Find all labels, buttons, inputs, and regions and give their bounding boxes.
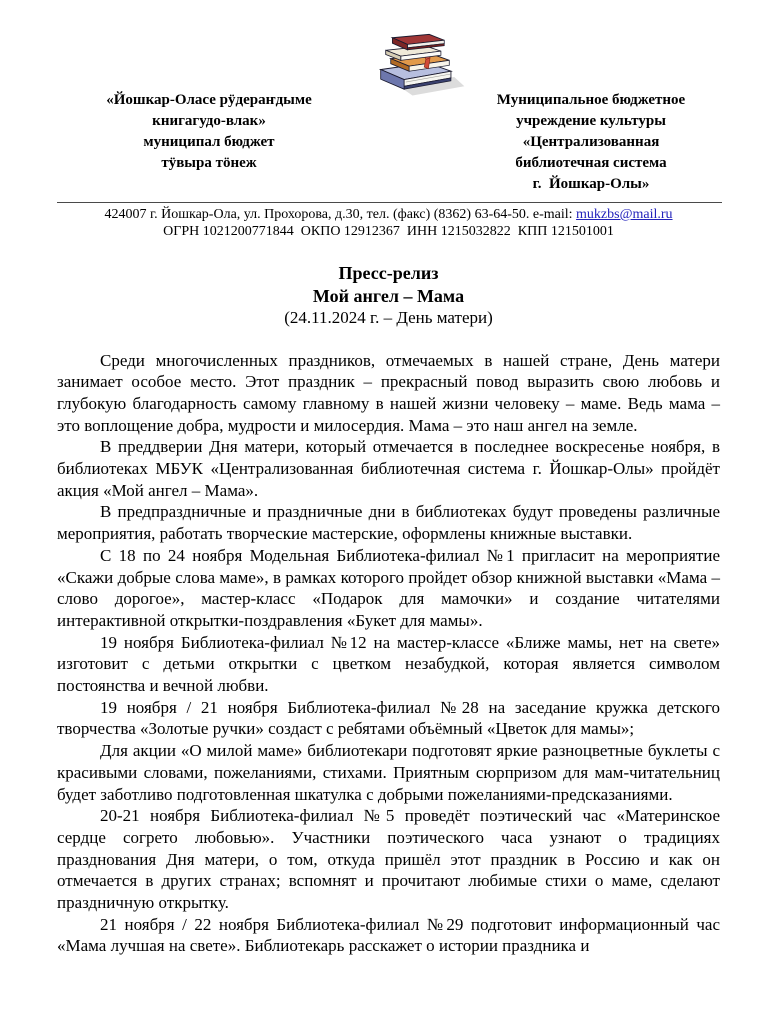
org-ru-line: библиотечная система: [515, 155, 667, 171]
paragraph: 21 ноября / 22 ноября Библиотека-филиал №29 подготовит информационный час «Мама лучшая на свете». Библиотекарь расскажет о истории праздника и: [57, 914, 720, 956]
paragraph: В преддверии Дня матери, который отмечается в последнее воскресенье ноября, в библиотеках МБУК «Централизованная библиотечная система г. Йошкар-Олы» пройдёт акция «Мой ангел – Мама».: [57, 437, 720, 500]
org-name-mari: [70, 90, 348, 195]
org-mari-line: тӱвыра тӧнеж: [161, 155, 257, 171]
org-ru-line: Муниципальное бюджетное: [496, 92, 686, 108]
document-body: [57, 350, 720, 958]
email-link[interactable]: mukzbs@mail.ru: [576, 207, 673, 222]
org-ru-line: г. Йошкар-Олы»: [532, 176, 650, 192]
paragraph: 19 ноября Библиотека-филиал №12 на мастер-классе «Ближе мамы, нет на свете» изготовит с детьми открытки с цветком незабудкой, которая является символом постоянства и вечной любви.: [57, 632, 720, 696]
paragraph: Среди многочисленных праздников, отмечаемых в нашей стране, День матери занимает особое место. Этот праздник – прекрасный повод выразить свою любовь и глубокую благодарность самому главному в нашей жизни человеку – маме. Ведь мама – это воплощение добра, мудрости и милосердия. Мама – это наш ангел на земле.: [57, 350, 720, 435]
document-subtitle: Мой ангел – Мама: [312, 285, 465, 306]
paragraph: 19 ноября / 21 ноября Библиотека-филиал №28 на заседание кружка детского творчества «Золотые ручки» создаст с ребятами объёмный «Цветок для мамы»;: [57, 697, 720, 739]
address-line: [0, 206, 777, 223]
org-ru-line: учреждение культуры: [516, 113, 666, 129]
document-date: (24.11.2024 г. – День матери): [284, 308, 493, 327]
paragraph: В предпраздничные и праздничные дни в библиотеках будут проведены различные мероприятия, работать творческие мастерские, оформлены книжные выставки.: [57, 502, 720, 544]
title-block: [0, 262, 777, 330]
address-text: 424007 г. Йошкар-Ола, ул. Прохорова, д.30, тел. (факс) (8362) 63-64-50. e-mail:: [104, 207, 577, 222]
org-mari-line: муниципал бюджет: [143, 134, 275, 150]
letterhead-divider: [57, 202, 722, 203]
paragraph: С 18 по 24 ноября Модельная Библиотека-филиал №1 пригласит на мероприятие «Скажи добрые слова маме», в рамках которого пройдет обзор книжной выставки «Мама – слово дорогое», мастер-класс «Подарок для мамочки» и создание читателями интерактивной открытки-поздравления «Букет для мамы».: [57, 545, 720, 630]
paragraph: 20-21 ноября Библиотека-филиал №5 проведёт поэтический час «Материнское сердце согрето любовью». Участники поэтического часа узнают о традициях празднования Дня матери, о том, откуда пришёл этот праздник в Россию и как он отмечается в других странах; вспомнят и прочитают любимые стихи о маме, сделают праздничную открытку.: [57, 806, 720, 913]
document-title: Пресс-релиз: [338, 263, 439, 283]
letterhead: [70, 90, 725, 195]
org-ru-line: «Централизованная: [522, 134, 660, 150]
org-name-russian: [457, 90, 725, 195]
books-stack-icon: [374, 27, 466, 97]
org-mari-line: книгагудо-влак»: [152, 113, 266, 129]
contact-block: [0, 206, 777, 240]
paragraph: Для акции «О милой маме» библиотекари подготовят яркие разноцветные буклеты с красивыми словами, пожеланиями, стихами. Приятным сюрпризом для мам-читательниц будет заботливо подготовленная шкатулка с добрыми пожеланиями-предсказаниями.: [57, 741, 720, 804]
registration-line: ОГРН 1021200771844 ОКПО 12912367 ИНН 1215032822 КПП 121501001: [163, 224, 614, 239]
org-mari-line: «Йошкар-Оласе рӱдераҥдыме: [106, 92, 312, 108]
